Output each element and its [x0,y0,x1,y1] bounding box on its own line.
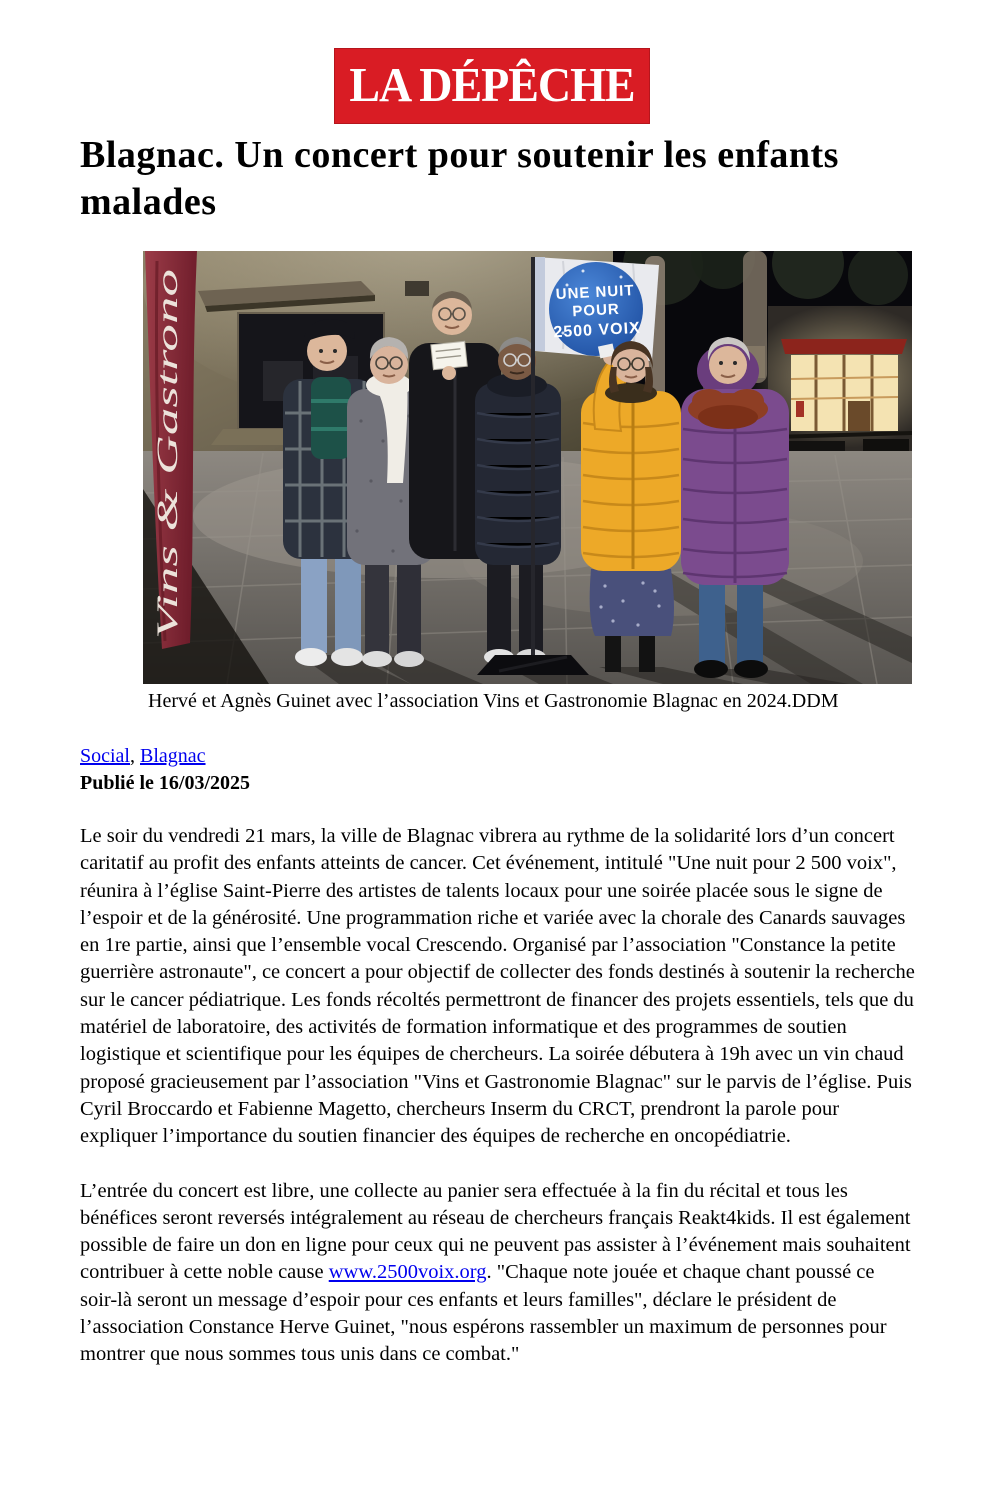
shopfront [781,339,907,431]
ladepeche-logo[interactable] [334,48,649,124]
paragraph-2-text-after: . "Chaque note jouée et chaque chant poussé ce soir-là seront un message d’espoir pour ces enfants et leurs familles", déclare le président de l’association Constance Herve Guinet, "nous espérons rassembler un maximum de personnes pour montrer que nous sommes tous unis dans ce combat." [80,1261,887,1366]
category-link-social[interactable]: Social [80,745,130,767]
category-link-blagnac[interactable]: Blagnac [140,745,206,767]
paragraph-2-text-before: L’entrée du concert est libre, une collecte au panier sera effectuée à la fin du récital et tous les bénéfices seront reversés intégralement au réseau de chercheurs français Reakt4kids. Il est également possible de faire un don en ligne pour ceux qui ne peuvent pas assister à l’événement mais souhaitent contribuer à cette noble cause [80,1179,911,1284]
category-links [80,744,904,769]
vins-gastronomie-banner [145,251,197,649]
ladepeche-logo-text: LA DÉPÊCHE [349,57,635,112]
masthead [334,48,649,124]
flag-text-line2: POUR [571,300,621,321]
headline: Blagnac. Un concert pour soutenir les enfants malades [80,134,839,223]
floral-skirt [590,569,674,636]
banner-text: Vins & Gastrono [151,437,184,639]
flag-text-line1: UNE NUIT [555,281,635,304]
photo-caption: Hervé et Agnès Guinet avec l’association Vins et Gastronomie Blagnac en 2024.DDM [148,690,839,712]
article-meta [80,744,904,796]
published-date: Publié le 16/03/2025 [80,772,250,794]
donation-link[interactable]: www.2500voix.org [328,1261,487,1284]
article-photo [143,251,912,714]
flag-pole [531,257,535,657]
paragraph-2 [80,1178,915,1369]
category-separator: , [130,745,140,767]
photo-image [143,251,912,684]
paragraph-1: Le soir du vendredi 21 mars, la ville de Blagnac vibrera au rythme de la solidarité lors d’un concert caritatif au profit des enfants atteints de cancer. Cet événement, intitulé "Une nuit pour 2 500 voix", réunira à l’église Saint-Pierre des artistes de talents locaux pour une soirée placée sous le signe de l’espoir et de la générosité. Une programmation riche et variée avec la chorale des Canards sauvages en 1re partie, ainsi que l’ensemble vocal Crescendo. Organisé par l’association "Constance la petite guerrière astronaute", ce concert a pour objectif de collecter des fonds destinés à soutenir la recherche sur le cancer pédiatrique. Les fonds récoltés permettront de financer des projets essentiels, tels que du matériel de laboratoire, des activités de formation informatique et des programmes de soutien logistique et scientifique pour les équipes de chercheurs. La soirée débutera à 19h avec un vin chaud proposé gracieusement par l’association "Vins et Gastronomie Blagnac" sur le parvis de l’église. Puis Cyril Broccardo et Fabienne Magetto, chercheurs Inserm du CRCT, prendront la parole pour expliquer l’importance du soutien financier des équipes de recherche en oncopédiatrie. [80,825,915,1148]
flag-text-line3: 2500 VOIX [553,319,642,342]
white-card [431,341,467,369]
